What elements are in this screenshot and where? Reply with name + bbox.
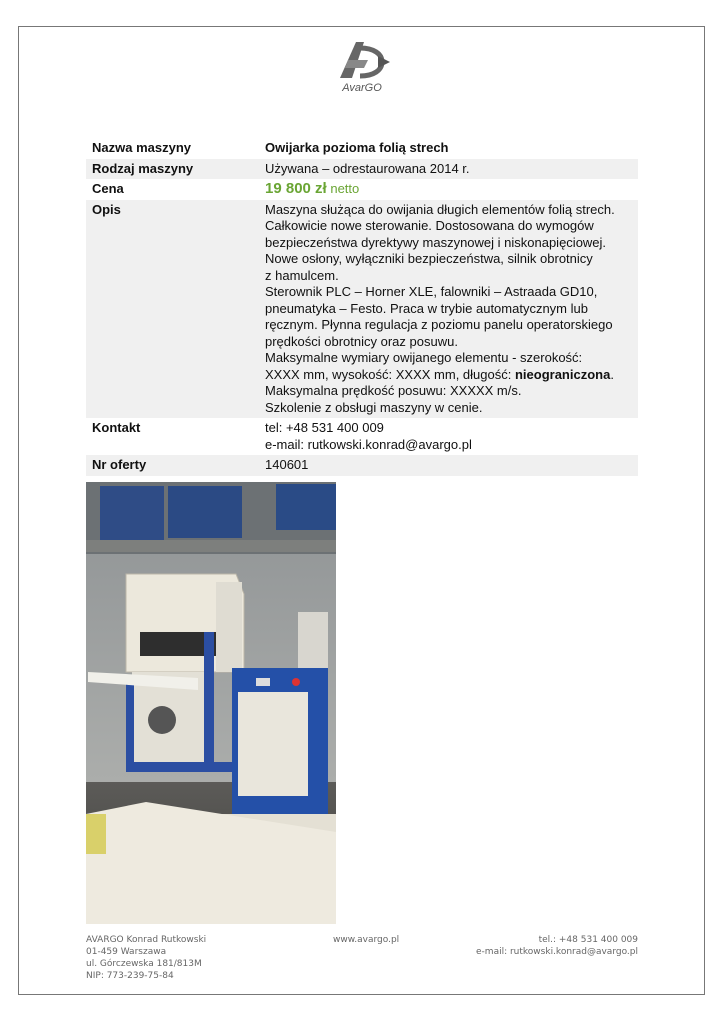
footer-phone: tel.: +48 531 400 009 [538,935,638,945]
company-logo [330,38,394,100]
description-value [259,200,638,419]
row-machine-type [86,159,638,180]
description-label: Opis [86,200,259,419]
footer-company-name: AVARGO Konrad Rutkowski [86,935,207,945]
price-amount: 19 800 zł [265,180,327,197]
description-training: Szkolenie z obsługi maszyny w cenie. [265,399,483,415]
description-dimensions [265,367,632,384]
row-description [86,200,638,419]
description-speed: Maksymalna prędkość posuwu: XXXXX m/s. [265,383,522,398]
footer-contact [476,934,638,958]
description-line: ręcznym. Płynna regulacja z poziomu panelu operatorskiego [265,317,613,332]
machine-type-value: Używana – odrestaurowana 2014 r. [259,159,638,180]
description-line: Nowe osłony, wyłączniki bezpieczeństwa, silnik obrotnicy [265,251,593,266]
dims-text: XXXX mm, wysokość: XXXX mm, długość: [265,366,515,382]
footer-nip: NIP: 773-239-75-84 [86,971,174,981]
row-contact [86,418,638,455]
description-line: Maksymalne wymiary owijanego elementu - szerokość: [265,350,583,365]
offer-number-label: Nr oferty [86,455,259,476]
machine-name-value: Owijarka pozioma folią strech [265,140,449,155]
footer-website-link[interactable]: www.avargo.pl [333,935,400,945]
description-line: z hamulcem. [265,267,339,283]
machine-info-table [86,138,638,476]
footer-street: ul. Górczewska 181/813M [86,959,202,969]
row-offer-number [86,455,638,476]
contact-email: e-mail: rutkowski.konrad@avargo.pl [265,436,472,452]
machine-name-label: Nazwa maszyny [92,140,191,155]
row-machine-name [86,138,638,159]
machine-photo [86,482,336,924]
dims-length-unlimited: nieograniczona [514,366,611,382]
contact-phone: tel: +48 531 400 009 [265,420,384,435]
contact-label: Kontakt [92,420,141,435]
logo-text: AvarGO [342,82,382,94]
footer-email[interactable]: e-mail: rutkowski.konrad@avargo.pl [476,947,638,957]
logo-mark-icon [330,38,394,82]
description-line: prędkości obrotnicy oraz posuwu. [265,333,458,349]
description-line: Maszyna służąca do owijania długich elementów folią strech. [265,201,615,217]
contact-value [259,418,638,455]
footer-city: 01-459 Warszawa [86,947,167,957]
price-unit: netto [330,181,360,196]
offer-number-value: 140601 [259,455,638,476]
description-line: Całkowicie nowe sterowanie. Dostosowana do wymogów [265,218,594,233]
row-price [86,179,638,200]
wrapping-machine-image [86,482,336,924]
description-line: Sterownik PLC – Horner XLE, falowniki – Astraada GD10, [265,284,598,299]
footer-company-info [86,934,206,982]
machine-type-label: Rodzaj maszyny [86,159,259,180]
dims-suffix: . [610,366,614,382]
price-value [259,179,638,200]
description-line: bezpieczeństwa dyrektywy maszynowej i niskonapięciowej. [265,234,607,250]
footer-website [333,934,399,946]
price-label: Cena [92,181,124,196]
description-line: pneumatyka – Festo. Praca w trybie automatycznym lub [265,300,588,316]
